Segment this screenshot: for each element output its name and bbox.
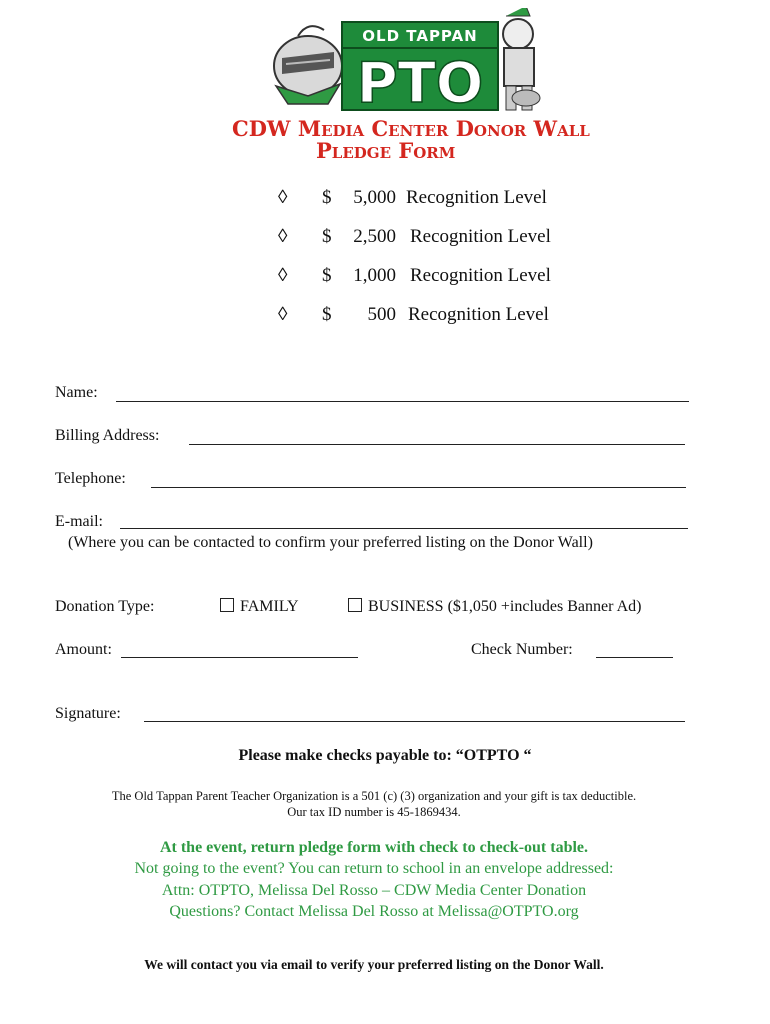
billing-address-field[interactable] — [189, 444, 685, 445]
email-note: (Where you can be contacted to confirm your preferred listing on the Donor Wall) — [68, 534, 593, 551]
email-field[interactable] — [120, 528, 688, 529]
form-title-line1: CDW Media Center Donor Wall — [232, 116, 590, 141]
diamond-icon: ◊ — [278, 265, 288, 286]
level-amount: 500 — [367, 304, 396, 325]
level-label: Recognition Level — [410, 265, 551, 286]
level-amount: 5,000 — [353, 187, 396, 208]
knight-mascot-icon — [503, 8, 540, 110]
mail-instructions: Not going to the event? You can return to school in an envelope addressed: — [134, 860, 614, 877]
tax-statement: The Old Tappan Parent Teacher Organization is a 501 (c) (3) organization and your gift is tax deductible. — [111, 789, 637, 803]
level-option-2500[interactable] — [278, 226, 578, 250]
pto-logo — [268, 8, 546, 120]
event-instructions: At the event, return pledge form with check to check-out table. — [159, 839, 589, 856]
diamond-icon: ◊ — [278, 187, 288, 208]
level-label: Recognition Level — [408, 304, 549, 325]
billing-address-label: Billing Address: — [55, 427, 160, 444]
name-field[interactable] — [116, 401, 689, 402]
level-currency: $ — [322, 304, 332, 325]
level-option-1000[interactable] — [278, 265, 578, 289]
family-label: FAMILY — [240, 598, 299, 615]
telephone-field[interactable] — [151, 487, 686, 488]
checkbox-icon — [220, 598, 234, 612]
check-number-field[interactable] — [596, 657, 673, 658]
form-title-line2: Pledge Form — [316, 138, 456, 163]
level-amount: 2,500 — [353, 226, 396, 247]
telephone-label: Telephone: — [55, 470, 126, 487]
level-label: Recognition Level — [410, 226, 551, 247]
mail-address: Attn: OTPTO, Melissa Del Rosso – CDW Media Center Donation — [161, 882, 587, 899]
name-label: Name: — [55, 384, 98, 401]
amount-field[interactable] — [121, 657, 358, 658]
email-label: E-mail: — [55, 513, 103, 530]
checkbox-icon — [348, 598, 362, 612]
tax-id: Our tax ID number is 45-1869434. — [287, 805, 461, 819]
amount-label: Amount: — [55, 641, 112, 658]
family-checkbox[interactable] — [220, 598, 299, 616]
check-number-label: Check Number: — [471, 641, 573, 658]
level-option-5000[interactable] — [278, 187, 578, 211]
footer-note: We will contact you via email to verify your preferred listing on the Donor Wall. — [144, 957, 604, 972]
level-currency: $ — [322, 187, 332, 208]
donation-type-label: Donation Type: — [55, 598, 155, 615]
level-currency: $ — [322, 226, 332, 247]
business-label: BUSINESS ($1,050 +includes Banner Ad) — [368, 598, 642, 615]
logo-main-text: PTO — [356, 51, 484, 116]
contact-info: Questions? Contact Melissa Del Rosso at Melissa@OTPTO.org — [169, 903, 579, 920]
logo-top-text: OLD TAPPAN — [362, 27, 478, 45]
signature-label: Signature: — [55, 705, 121, 722]
diamond-icon: ◊ — [278, 304, 288, 325]
level-label: Recognition Level — [406, 187, 547, 208]
level-option-500[interactable] — [278, 304, 578, 328]
level-currency: $ — [322, 265, 332, 286]
level-amount: 1,000 — [353, 265, 396, 286]
payable-to-text: Please make checks payable to: “OTPTO “ — [238, 747, 532, 764]
knight-helmet-icon — [274, 26, 342, 104]
business-checkbox[interactable] — [348, 598, 641, 616]
signature-field[interactable] — [144, 721, 685, 722]
diamond-icon: ◊ — [278, 226, 288, 247]
